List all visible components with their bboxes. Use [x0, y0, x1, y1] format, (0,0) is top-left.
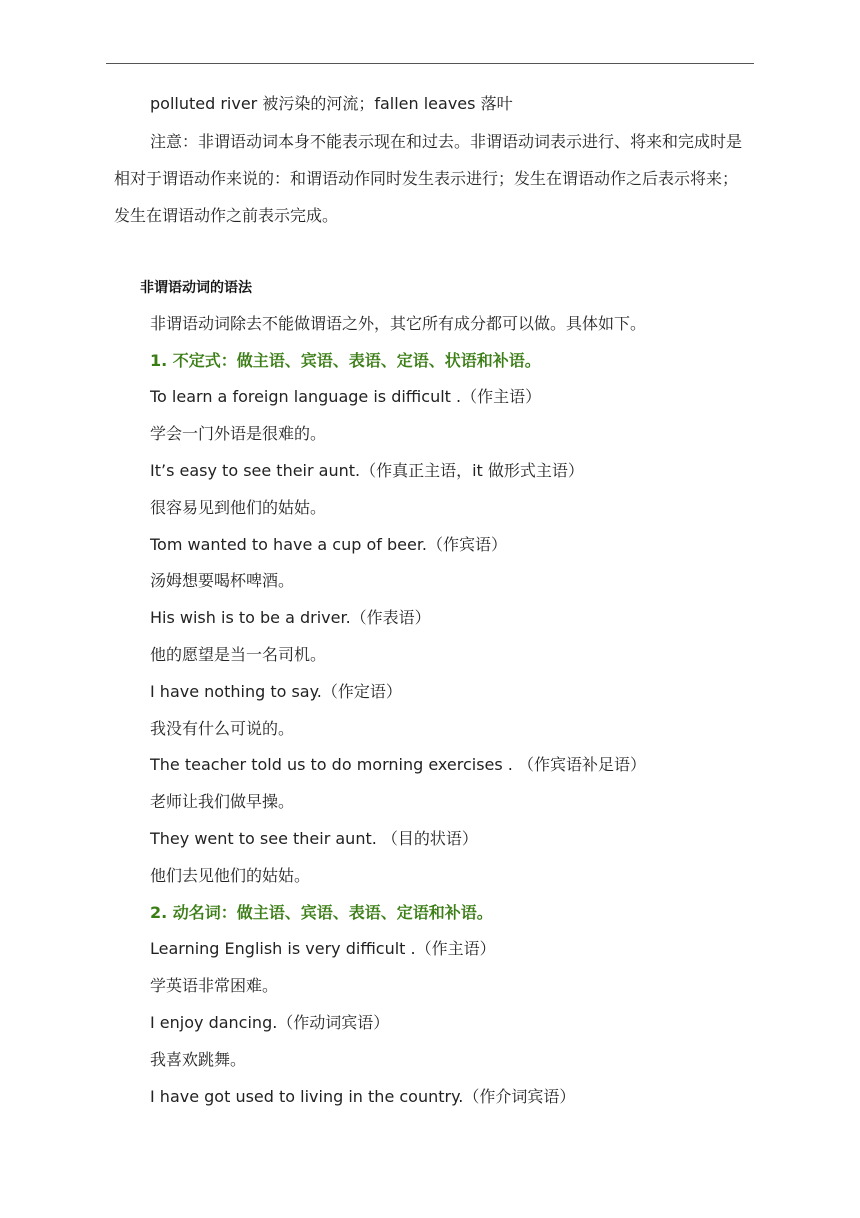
- translation-line: 学英语非常困难。: [150, 976, 279, 996]
- translation-line: 学会一门外语是很难的。: [150, 424, 327, 444]
- heading-infinitive: 1. 不定式：做主语、宾语、表语、定语、状语和补语。: [150, 350, 541, 370]
- example-line: Tom wanted to have a cup of beer.（作宾语）: [150, 534, 508, 554]
- example-line: Learning English is very difficult .（作主语）: [150, 939, 496, 959]
- translation-line: 我没有什么可说的。: [150, 718, 295, 738]
- document-body: [114, 86, 746, 1115]
- example-line: I enjoy dancing.（作动词宾语）: [150, 1012, 390, 1032]
- header-rule: [106, 63, 754, 64]
- translation-line: 老师让我们做早操。: [150, 792, 295, 812]
- example-line: It’s easy to see their aunt.（作真正主语，it 做形式主语）: [150, 460, 584, 480]
- example-line: I have nothing to say.（作定语）: [150, 681, 402, 701]
- example-line: His wish is to be a driver.（作表语）: [150, 608, 431, 628]
- example-line: They went to see their aunt. （目的状语）: [150, 828, 478, 848]
- example-line: To learn a foreign language is difficult .（作主语）: [150, 387, 542, 407]
- translation-line: 汤姆想要喝杯啤酒。: [150, 571, 295, 591]
- heading-gerund: 2. 动名词：做主语、宾语、表语、定语和补语。: [150, 902, 493, 922]
- intro-line: 非谓语动词除去不能做谓语之外，其它所有成分都可以做。具体如下。: [150, 313, 647, 333]
- section-title: 非谓语动词的语法: [140, 279, 252, 296]
- example-line: I have got used to living in the country.（作介词宾语）: [150, 1086, 576, 1106]
- spacer: [114, 234, 746, 270]
- note-paragraph: 注意：非谓语动词本身不能表示现在和过去。非谓语动词表示进行、将来和完成时是相对于谓语动作来说的：和谓语动作同时发生表示进行；发生在谓语动作之后表示将来；发生在谓语动作之前表示完成。: [114, 131, 743, 225]
- translation-line: 我喜欢跳舞。: [150, 1049, 247, 1069]
- translation-line: 他们去见他们的姑姑。: [150, 865, 311, 885]
- translation-line: 很容易见到他们的姑姑。: [150, 497, 327, 517]
- vocab-line: polluted river 被污染的河流；fallen leaves 落叶: [150, 94, 513, 113]
- example-line: The teacher told us to do morning exercises . （作宾语补足语）: [150, 755, 646, 775]
- translation-line: 他的愿望是当一名司机。: [150, 644, 327, 664]
